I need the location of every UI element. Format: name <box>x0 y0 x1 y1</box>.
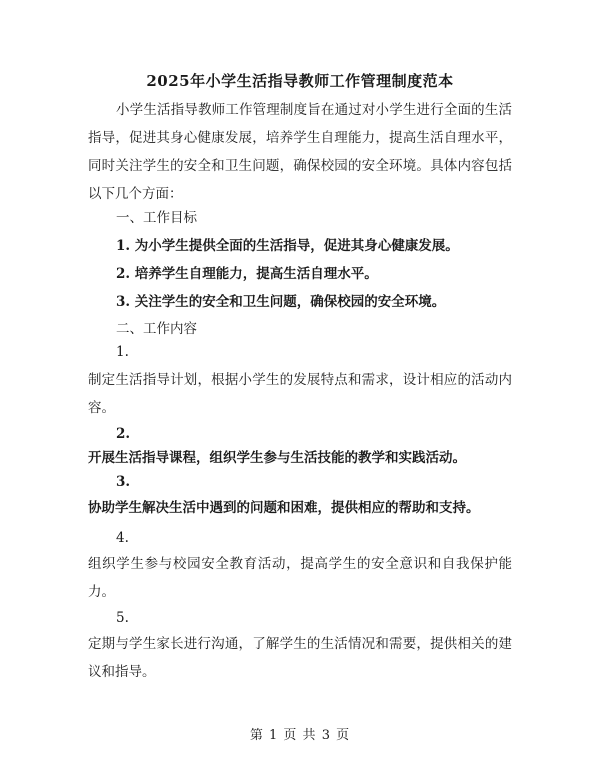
content-item-text: 开展生活指导课程，组织学生参与生活技能的教学和实践活动。 <box>88 450 466 466</box>
intro-paragraph: 小学生活指导教师工作管理制度旨在通过对小学生进行全面的生活指导，促进其身心健康发展，培养学生自理能力，提高生活自理水平，同时关注学生的安全和卫生问题，确保校园的安全环境。具体内容包括以下几个方面： <box>88 102 512 202</box>
page-title: 2025年小学生活指导教师工作管理制度范本 <box>146 72 454 90</box>
content-item-number: 1. <box>116 344 129 360</box>
content-item-text: 制定生活指导计划，根据小学生的发展特点和需求，设计相应的活动内容。 <box>88 372 512 416</box>
goal-item-3: 3. 关注学生的安全和卫生问题，确保校园的安全环境。 <box>116 294 446 310</box>
content-item-number: 2. <box>116 426 131 442</box>
content-item-number: 3. <box>116 474 131 490</box>
content-item-text: 定期与学生家长进行沟通，了解学生的生活情况和需要，提供相关的建议和指导。 <box>88 636 512 680</box>
section-heading-content: 二、工作内容 <box>116 321 197 337</box>
content-item-number: 5. <box>116 610 129 626</box>
content-item-number: 4. <box>116 530 129 546</box>
goal-item-2: 2. 培养学生自理能力，提高生活自理水平。 <box>116 266 378 282</box>
section-heading-goals: 一、工作目标 <box>116 210 197 226</box>
content-item-text: 组织学生参与校园安全教育活动，提高学生的安全意识和自我保护能力。 <box>88 556 512 600</box>
goal-item-1: 1. 为小学生提供全面的生活指导，促进其身心健康发展。 <box>116 238 459 254</box>
content-item-text: 协助学生解决生活中遇到的问题和困难，提供相应的帮助和支持。 <box>88 500 480 516</box>
page-footer: 第 1 页 共 3 页 <box>249 728 351 743</box>
